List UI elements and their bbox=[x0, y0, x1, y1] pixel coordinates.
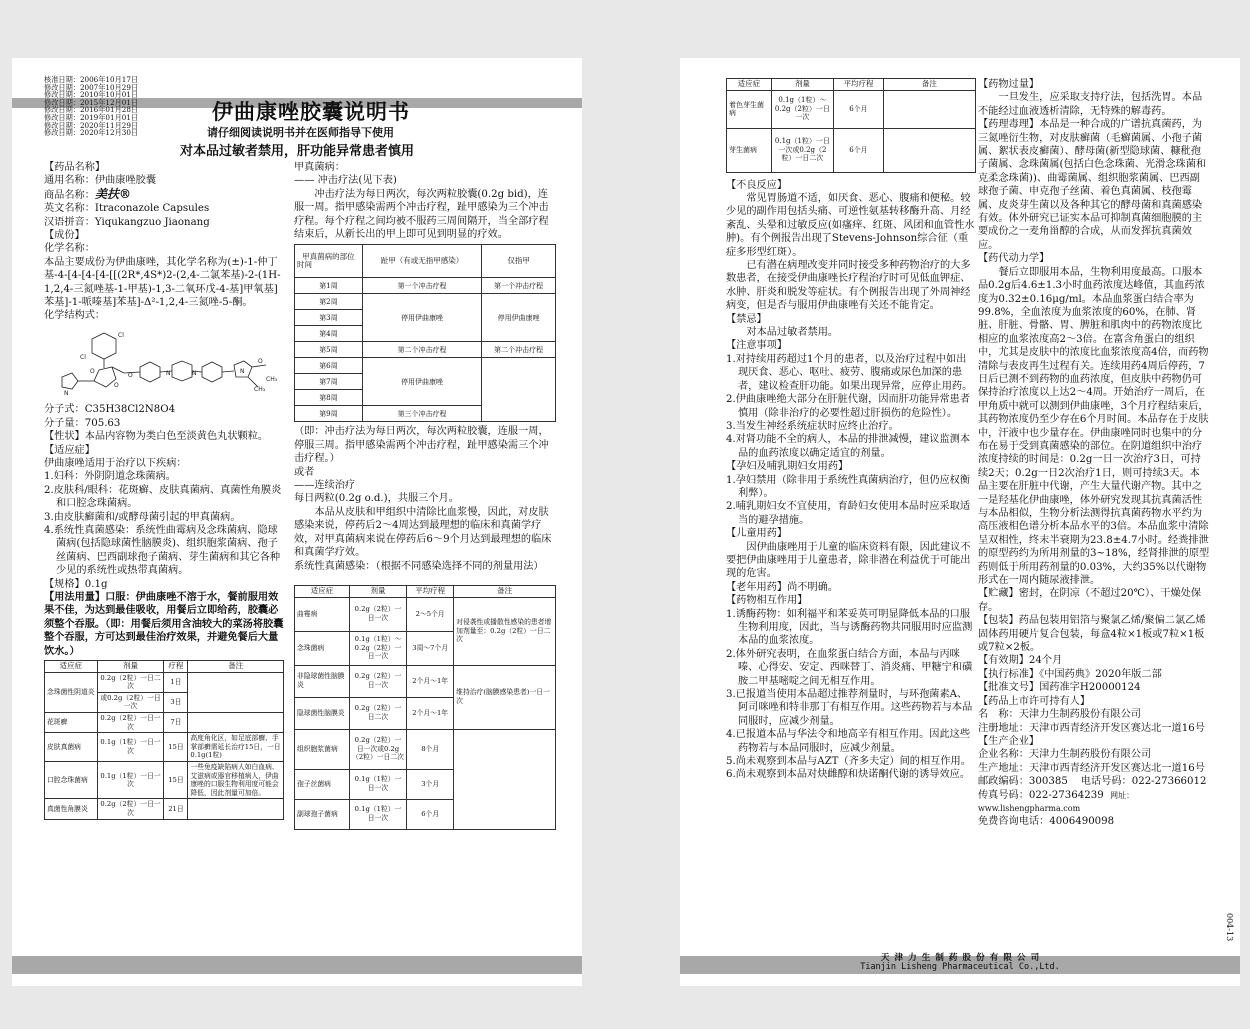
table-header: 仅指甲 bbox=[482, 245, 556, 278]
table-header: 备注 bbox=[883, 79, 975, 91]
table-cell: 维持治疗(脑膜感染患者)一日一次 bbox=[454, 665, 556, 729]
table-cell: 8个月 bbox=[407, 729, 454, 769]
subtitle-instruction: 请仔细阅读说明书并在医师指导下使用 bbox=[207, 126, 394, 139]
section-spec: 【规格】0.1g bbox=[44, 578, 108, 590]
section-pediatric: 【儿童用药】 bbox=[726, 528, 788, 540]
contact-line bbox=[978, 775, 1210, 788]
table-cell: 0.1g（1粒）一日一次 bbox=[349, 769, 406, 799]
indication-item: 3.由皮肤癣菌和/或酵母菌引起的甲真菌病。 bbox=[44, 511, 241, 523]
revision-date: 修改日期：2007年10月29日 bbox=[44, 82, 139, 92]
table-cell: 第一个冲击疗程 bbox=[482, 278, 556, 294]
table-header: 备注 bbox=[454, 585, 556, 597]
table-row bbox=[727, 128, 976, 172]
fax-line bbox=[978, 789, 1210, 816]
table-cell: 芽生菌病 bbox=[727, 128, 772, 172]
table-cell: 或0.2g（2粒）一日一次 bbox=[97, 692, 164, 712]
company-name-cn: 天 津 力 生 制 药 股 份 有 限 公 司 bbox=[880, 953, 1040, 963]
section-usage: 【用法用量】口服：伊曲康唑不溶于水，餐前服用效果不佳，为达到最佳吸收，用餐后立即给药，胶囊必须整个吞服。（即：用餐后须用含油较大的菜汤将胶囊整个吞服，方可达到最佳治疗效果，并避免餐后大量饮水。） bbox=[44, 590, 284, 657]
section-holder: 【药品上市许可持有人】 bbox=[978, 695, 1091, 707]
table-cell: 非隐球菌性脑膜炎 bbox=[295, 665, 350, 697]
table-header: 疗程 bbox=[164, 661, 188, 673]
table-header: 趾甲（有或无指甲感染） bbox=[362, 245, 481, 278]
table-cell: 高度角化区，如足底部癣、手掌部癣需延长治疗15日，一日0.1g(1粒) bbox=[188, 733, 284, 762]
table-cell: 7日 bbox=[164, 712, 188, 732]
table-cell: 6个月 bbox=[407, 799, 454, 829]
table-header-site: 甲真菌病的部位 bbox=[302, 251, 355, 261]
table-cell: 0.2g（2粒）一日一次 bbox=[97, 712, 164, 732]
svg-text:O: O bbox=[114, 381, 119, 389]
revision-date: 修改日期：2020年11月29日 bbox=[44, 120, 139, 130]
interaction-item: 2.体外研究表明，在血浆蛋白结合方面，本品与丙咪嗪、心得安、安定、西咪替丁、消炎痛、甲糖宁和磺胺二甲基嘧啶之间无相互作用。 bbox=[726, 648, 973, 687]
table-row bbox=[295, 294, 556, 310]
hotline: 免费咨询电话：4006490098 bbox=[978, 816, 1115, 828]
molecular-weight: 分子量：705.63 bbox=[44, 417, 121, 429]
revision-date: 修改日期：2010年10月01日 bbox=[44, 90, 139, 100]
right-column-1 bbox=[726, 78, 976, 782]
telephone: 电话号码：022-27366012 bbox=[1080, 776, 1207, 788]
svg-text:N: N bbox=[166, 369, 171, 377]
revision-dates bbox=[44, 76, 138, 137]
section-standard: 【执行标准】《中国药典》2020年版二部 bbox=[978, 668, 1162, 680]
table-row bbox=[295, 278, 556, 294]
table-cell: 停用伊曲康唑 bbox=[362, 294, 481, 342]
table-cell: 念珠菌病 bbox=[295, 631, 350, 665]
svg-text:O: O bbox=[128, 371, 133, 379]
section-precautions: 【注意事项】 bbox=[726, 340, 788, 352]
section-contraindication: 【禁忌】 bbox=[726, 313, 767, 325]
table-cell: 第一个冲击疗程 bbox=[362, 278, 481, 294]
section-drug-name: 【药品名称】 bbox=[44, 162, 106, 173]
table-header: 适应症 bbox=[45, 661, 98, 673]
pulse-therapy-table bbox=[294, 244, 556, 422]
table-cell: 1日 bbox=[164, 672, 188, 692]
section-pharmacokinetics: 【药代动力学】 bbox=[978, 253, 1050, 265]
table-cell: 2个月～1年 bbox=[407, 665, 454, 697]
table-header bbox=[295, 245, 363, 278]
table-cell: 第7周 bbox=[295, 374, 363, 390]
table-cell: 2～5个月 bbox=[407, 597, 454, 631]
table-cell: 第8周 bbox=[295, 390, 363, 406]
table-cell: 6个月 bbox=[834, 128, 884, 172]
section-geriatric: 【老年用药】尚不明确。 bbox=[726, 581, 839, 593]
fax: 传真号码：022-27364239 bbox=[978, 789, 1104, 801]
left-column-1 bbox=[44, 161, 284, 820]
table-header-row bbox=[295, 245, 556, 278]
table-cell: 真菌性角膜炎 bbox=[45, 799, 98, 819]
right-column-2 bbox=[978, 78, 1210, 829]
table-cell bbox=[883, 90, 975, 128]
revision-date: 核准日期：2006年10月17日 bbox=[44, 75, 139, 84]
pulse-therapy-label: —— 冲击疗法(见下表) bbox=[294, 175, 397, 187]
footer-band bbox=[12, 956, 582, 974]
svg-text:O: O bbox=[258, 357, 263, 365]
table-cell: 对侵袭性或播散性感染的患者增加剂量至：0.2g（2粒）一日二次 bbox=[454, 597, 556, 665]
indication-item: 4.系统性真菌感染：系统性曲霉病及念珠菌病、隐球菌病(包括隐球菌性脑膜炎)、组织胞浆菌病、孢子丝菌病、巴西副球孢子菌病、芽生菌病和其它各种少见的系统性或热带真菌病。 bbox=[44, 524, 281, 577]
holder-address: 注册地址：天津市西青经济开发区赛达北一道16号 bbox=[978, 722, 1205, 734]
trade-name-label: 商品名称： bbox=[44, 189, 95, 201]
table-cell: 0.1g（1粒）～0.2g（2粒）一日一次 bbox=[349, 631, 406, 665]
revision-date: 修改日期：2016年01月28日 bbox=[44, 105, 139, 115]
company-footer bbox=[680, 954, 1240, 972]
continuous-therapy-label: ——连续治疗 bbox=[294, 480, 356, 492]
table-cell: 组织胞浆菌病 bbox=[295, 729, 350, 769]
table-row bbox=[727, 90, 976, 128]
table-cell: 0.1g（1粒）一日一次 bbox=[97, 761, 164, 798]
contraindication-text: 对本品过敏者禁用。 bbox=[746, 327, 839, 339]
adverse-text: 已有潜在病理改变并同时接受多种药物治疗的大多数患者，在接受伊曲康唑长疗程治疗时可见低血钾症、水肿、肝炎和脱发等症状。有个例报告出现了外周神经病变，但是否与服用伊曲康唑有关还不能肯定。 bbox=[726, 260, 971, 312]
table-cell: 着色芽生菌病 bbox=[727, 90, 772, 128]
continuous-therapy-para: 本品从皮肤和甲组织中清除比血浆慢，因此，对皮肤感染来说，停药后2～4周达到最理想的临床和真菌学疗效，对甲真菌病来说在停药后6～9个月达到最理想的临床和真菌学疗效。 bbox=[294, 506, 552, 559]
table-cell: 一些免疫缺陷病人如白血病、艾滋病或器官移植病人，伊曲康唑的口服生物利用度可能会降低，因此剂量可加倍。 bbox=[188, 761, 284, 798]
overdose-text: 一旦发生，应采取支持疗法，包括洗胃。本品不能经过血液透析清除，无特殊的解毒药。 bbox=[978, 92, 1203, 117]
table-header: 备注 bbox=[188, 661, 284, 673]
trade-name-line bbox=[44, 188, 284, 202]
table-cell: 21日 bbox=[164, 799, 188, 819]
table-header: 平均疗程 bbox=[834, 79, 884, 91]
section-adverse: 【不良反应】 bbox=[726, 179, 788, 191]
website: 网址：www.lishengpharma.com bbox=[978, 790, 1135, 813]
document-title: 伊曲康唑胶囊说明书 bbox=[212, 99, 410, 124]
table-cell: 副球孢子菌病 bbox=[295, 799, 350, 829]
table-cell: 停用伊曲康唑 bbox=[482, 294, 556, 342]
right-page bbox=[680, 58, 1240, 986]
table-cell: 停用伊曲康唑 bbox=[362, 358, 481, 406]
holder-name: 名 称：天津力生制药股份有限公司 bbox=[978, 709, 1141, 721]
table-cell: 3日 bbox=[164, 692, 188, 712]
svg-text:N: N bbox=[192, 369, 197, 377]
continuous-therapy-text: 每日两粒(0.2g o.d.)，共服三个月。 bbox=[294, 493, 459, 505]
pregnancy-item: 2.哺乳期妇女不宜使用，育龄妇女使用本品时应采取适当的避孕措施。 bbox=[726, 501, 971, 526]
svg-text:CH₃: CH₃ bbox=[266, 375, 278, 383]
table-cell: 0.1g（1粒）～0.2g（2粒）一日一次 bbox=[771, 90, 833, 128]
table-cell: 第5周 bbox=[295, 342, 363, 358]
table-cell: 0.2g（2粒）一日一次 bbox=[349, 665, 406, 697]
table-cell: 0.2g（2粒）一日二次 bbox=[349, 697, 406, 729]
table-cell: 15日 bbox=[164, 761, 188, 798]
pinyin-name: 汉语拼音：Yiqukangzuo Jiaonang bbox=[44, 216, 210, 228]
table-header: 剂量 bbox=[349, 585, 406, 597]
pregnancy-item: 1.孕妇禁用（除非用于系统性真菌病治疗，但仍应权衡利弊）。 bbox=[726, 474, 971, 499]
section-manufacturer: 【生产企业】 bbox=[978, 735, 1040, 747]
table-cell: 0.2g（2粒）一日二次 bbox=[97, 672, 164, 692]
table-cell: 第二个冲击疗程 bbox=[482, 342, 556, 358]
chemical-structure-image bbox=[44, 325, 284, 397]
table-cell: 第9周 bbox=[295, 406, 363, 422]
interaction-item: 6.尚未观察到本品对炔雌醇和炔诺酮代谢的诱导效应。 bbox=[726, 769, 971, 781]
table-cell: 第3周 bbox=[295, 310, 363, 326]
table-cell: 0.1g（1粒）一日一次或0.2g（2粒）一日二次 bbox=[771, 128, 833, 172]
table-row bbox=[45, 712, 284, 732]
subtitle-warning: 对本品过敏者禁用，肝功能异常患者慎用 bbox=[180, 144, 415, 159]
chem-name: 本品主要成份为伊曲康唑，其化学名称为(±)-1-仲丁基-4-[4-[4-[4-[[(2R*,4S*)2-(2,4-二氯苯基)-2-(1H-1,2,4-三氮唑基-1-甲基)-1,3-二氧环戊-4-基]甲氧基]苯基]-1-哌嗪基]苯基]-Δ²-1,2,4-三氮唑-5-酮。 bbox=[44, 256, 281, 309]
adverse-text: 常见胃肠道不适，如厌食、恶心、腹痛和便秘。较少见的副作用包括头痛、可逆性氨基转移酶升高、月经紊乱、头晕和过敏反应(如瘙痒、红斑、风团和血管性水肿)。有个例报告出现了Stevens-Johnson综合征（重症多形型红斑）。 bbox=[726, 193, 975, 258]
table-cell bbox=[188, 712, 284, 732]
company-name-en: Tianjin Lisheng Pharmaceutical Co.,Ltd. bbox=[860, 962, 1060, 972]
table-header-row bbox=[45, 661, 284, 673]
interaction-item: 4.已报道本品与华法令和地高辛有相互作用。因此这些药物若与本品同服时，应减少剂量。 bbox=[726, 729, 971, 754]
interaction-item: 3.已报道当使用本品超过推荐剂量时，与环孢菌素A、阿司咪唑和特非那丁有相互作用。这些药物若与本品同服时，应减少剂量。 bbox=[726, 689, 973, 727]
dosage-table bbox=[44, 660, 284, 820]
revision-date: 修改日期：2019年01月01日 bbox=[44, 112, 139, 122]
table-row bbox=[45, 733, 284, 762]
table-cell: 3周～7个月 bbox=[407, 631, 454, 665]
systemic-infection-label: 系统性真菌感染：（根据不同感染选择不同的剂量用法） bbox=[294, 560, 544, 572]
molecular-formula: 分子式：C35H38Cl2N8O4 bbox=[44, 404, 176, 416]
table-cell: 口腔念珠菌病 bbox=[45, 761, 98, 798]
interaction-item: 1.诱酶药物：如利福平和苯妥英可明显降低本品的口服生物利用度，因此，当与诱酶药物共同服用时应监测本品的血浆浓度。 bbox=[726, 608, 973, 647]
table-cell: 第1周 bbox=[295, 278, 363, 294]
section-interactions: 【药物相互作用】 bbox=[726, 595, 808, 607]
pharmacokinetics-text: 餐后立即服用本品，生物利用度最高。口服本品0.2g后4.6±1.3小时血药浓度达峰值，其血药浓度为0.32±0.16μg/ml。本品血浆蛋白结合率为99.8%，全血浓度为血浆浓度的60%，在肺、肾脏、肝脏、骨骼、胃、脾脏和肌肉中的药物浓度比相应的血浆浓度高2～3倍。在富含角蛋白的组织中，尤其是皮肤中的浓度比血浆浓度高4倍，而药物清除与表皮再生过程有关。连续用药4周后停药，7日后已测不到药物的血药浓度，但皮肤中药物仍可保持治疗浓度以上达2～4周。开始治疗一周后，在甲角质中就可以测到伊曲康唑，3个月疗程结束后，其药物浓度仍至少存在6个月时间。本品存在于皮肤中，汗液中也少量存在。伊曲康唑同时也集中的分布在易于受到真菌感染的部位。在阴道组织中治疗浓度持续的时间是：0.2g一日一次治疗3日，可持续2天；0.2g一日2次治疗1日，则可持续3天。本品主要在肝脏中代谢，产生大量代谢产物。其中之一是羟基化伊曲康唑，体外研究发现其抗真菌活性与本品相似，生物分析法测得抗真菌药物水平约为高压液相色谱分析本品水平的3倍。本品血浆中清除呈双相性，终末半衰期为23.8±4.7小时。经粪排泄的原型药约为所用剂量的3~18%，经肾排泄的原型药则低于所用药剂量的0.03%，大约35%以代谢物形式在一周内随尿液排泄。 bbox=[978, 266, 1210, 587]
table-cell: 第2周 bbox=[295, 294, 363, 310]
svg-text:Cl: Cl bbox=[118, 331, 124, 339]
section-approval: 【批准文号】国药准字H20000124 bbox=[978, 682, 1141, 694]
chem-name-label: 化学名称： bbox=[44, 243, 95, 255]
or-text: 或者 bbox=[294, 466, 315, 478]
svg-text:CH₃: CH₃ bbox=[254, 385, 266, 393]
table-cell: 第二个冲击疗程 bbox=[362, 342, 481, 358]
table-row bbox=[45, 672, 284, 692]
table-row bbox=[295, 729, 556, 769]
systemic-dosage-table-continued bbox=[726, 78, 976, 173]
table-cell bbox=[188, 672, 284, 712]
section-storage: 【贮藏】密封，在阴凉（不超过20℃）、干燥处保存。 bbox=[978, 588, 1202, 613]
table-header: 剂量 bbox=[97, 661, 164, 673]
table-row bbox=[45, 761, 284, 798]
svg-text:Cl: Cl bbox=[80, 353, 86, 361]
precaution-item: 2.伊曲康唑绝大部分在肝脏代谢，因而肝功能异常患者慎用（除非治疗的必要性超过肝损伤的危险性）。 bbox=[726, 394, 971, 419]
table-cell bbox=[482, 358, 556, 422]
section-composition: 【成份】 bbox=[44, 230, 85, 242]
indication-intro: 伊曲康唑适用于治疗以下疾病： bbox=[44, 457, 187, 469]
english-name: 英文名称：Itraconazole Capsules bbox=[44, 203, 210, 215]
postcode: 邮政编码：300385 bbox=[978, 776, 1068, 788]
indication-item: 1.妇科：外阴阴道念珠菌病。 bbox=[44, 471, 176, 483]
table-header: 适应症 bbox=[727, 79, 772, 91]
section-overdose: 【药物过量】 bbox=[978, 79, 1040, 90]
table-cell: 曲霉病 bbox=[295, 597, 350, 631]
table-cell bbox=[883, 128, 975, 172]
pulse-therapy-text: 冲击疗法为每日两次，每次两粒胶囊(0.2g bid)，连服一周。指甲感染需两个冲击疗程，趾甲感染为三个冲击疗程。每个疗程之间均被不服药三周间隔开，当全部疗程结束后，从新长出的甲上即可见到明显的疗效。 bbox=[294, 188, 549, 241]
table-cell bbox=[188, 799, 284, 819]
precaution-item: 3.当发生神经系统症状时应终止治疗。 bbox=[726, 420, 899, 432]
trade-name: 美扶® bbox=[94, 186, 131, 201]
table-cell: 第4周 bbox=[295, 326, 363, 342]
manufacturer-name: 企业名称：天津力生制药股份有限公司 bbox=[978, 749, 1152, 761]
table-cell: 花斑癣 bbox=[45, 712, 98, 732]
section-expiry: 【有效期】24个月 bbox=[978, 655, 1063, 667]
section-package: 【包装】药品包装用铝箔与聚氯乙烯/聚偏二氯乙烯固体药用硬片复合包装，每盒4粒×1板或7粒×1板或7粒×2板。 bbox=[978, 615, 1206, 654]
svg-text:O: O bbox=[90, 367, 95, 375]
table-cell: 第三个冲击疗程 bbox=[362, 406, 481, 422]
table-header: 剂量 bbox=[771, 79, 833, 91]
table-cell: 6个月 bbox=[834, 90, 884, 128]
table-cell: 0.2g（2粒）一日一次 bbox=[349, 597, 406, 631]
revision-date: 修改日期：2015年12月01日 bbox=[44, 97, 139, 107]
pediatric-text: 因伊曲康唑用于儿童的临床资料有限，因此建议不要把伊曲康唑用于儿童患者，除非潜在利益优于可能出现的危害。 bbox=[726, 541, 971, 580]
table-header: 平均疗程 bbox=[407, 585, 454, 597]
precaution-item: 4.对肾功能不全的病人，本品的排泄减慢，建议监测本品的血药浓度以确定适宜的剂量。 bbox=[726, 434, 971, 459]
svg-text:N: N bbox=[240, 367, 245, 375]
table-row bbox=[295, 358, 556, 374]
generic-name: 通用名称：伊曲康唑胶囊 bbox=[44, 175, 157, 187]
section-pregnancy: 【孕妇及哺乳期妇女用药】 bbox=[726, 461, 849, 473]
table-row bbox=[295, 665, 556, 697]
table-cell: 0.1g（1粒）一日一次 bbox=[97, 733, 164, 762]
table-header-row bbox=[295, 585, 556, 597]
systemic-dosage-table bbox=[294, 585, 556, 830]
table-cell: 皮肤真菌病 bbox=[45, 733, 98, 762]
table-cell: 第6周 bbox=[295, 358, 363, 374]
table-cell: 0.1g（1粒）一日一次 bbox=[349, 799, 406, 829]
pulse-therapy-note: （即：冲击疗法为每日两次，每次两粒胶囊，连服一周，停服三周。指甲感染需两个冲击疗程，趾甲感染需三个冲击疗程。） bbox=[294, 426, 549, 465]
left-column-2 bbox=[294, 161, 556, 830]
section-indication: 【适应症】 bbox=[44, 444, 95, 456]
table-header-row bbox=[727, 79, 976, 91]
table-cell: 0.2g（2粒）一日一次 bbox=[97, 799, 164, 819]
document-code: 004-13 bbox=[1225, 913, 1234, 942]
revision-date: 修改日期：2020年12月30日 bbox=[44, 128, 139, 138]
table-header: 适应症 bbox=[295, 585, 350, 597]
table-cell: 念珠菌性阴道炎 bbox=[45, 672, 98, 712]
table-cell: 孢子丝菌病 bbox=[295, 769, 350, 799]
table-cell: 隐球菌性脑膜炎 bbox=[295, 697, 350, 729]
svg-text:N: N bbox=[64, 389, 69, 397]
table-row bbox=[295, 342, 556, 358]
left-page bbox=[12, 58, 582, 986]
onychomycosis-label: 甲真菌病： bbox=[294, 162, 345, 173]
manufacturer-address: 生产地址：天津市西青经济开发区赛达北一道16号 bbox=[978, 762, 1205, 774]
section-pharmacology: 【药理毒理】本品是一种合成的广谱抗真菌药，为三氮唑衍生物，对皮肤癣菌（毛癣菌属、小孢子菌属、絮状表皮癣菌）、酵母菌(新型隐球菌、糠秕孢子菌属、念珠菌属(包括白色念珠菌、光滑念珠菌和克柔念珠菌))、曲霉菌属、组织胞浆菌属、巴西副球孢子菌、申克孢子丝菌、着色真菌属、枝孢霉属、皮炎芽生菌以及各种其它的酵母菌和真菌感染有效。体外研究已证实本品可抑制真菌细胞膜的主要成份之一麦角甾醇的合成，从而发挥抗真菌效应。 bbox=[978, 119, 1207, 251]
table-row bbox=[45, 799, 284, 819]
indication-item: 2.皮肤科/眼科：花斑癣、皮肤真菌病、真菌性角膜炎和口腔念珠菌病。 bbox=[44, 484, 282, 510]
table-cell bbox=[454, 729, 556, 829]
table-row bbox=[295, 597, 556, 631]
structure-label: 化学结构式： bbox=[44, 310, 106, 322]
section-character: 【性状】本品内容物为类白色至淡黄色丸状颗粒。 bbox=[44, 431, 269, 443]
table-cell: 3个月 bbox=[407, 769, 454, 799]
table-cell: 15日 bbox=[164, 733, 188, 762]
table-cell: 0.2g（2粒）一日一次或0.2g（2粒）一日二次 bbox=[349, 729, 406, 769]
table-cell: 2个月～1年 bbox=[407, 697, 454, 729]
precaution-item: 1.对持续用药超过1个月的患者，以及治疗过程中如出现厌食、恶心、呕吐、疲劳、腹痛或尿色加深的患者，建议检查肝功能。如果出现异常，应停止用药。 bbox=[726, 353, 973, 392]
interaction-item: 5.尚未观察到本品与AZT（齐多夫定）间的相互作用。 bbox=[726, 756, 971, 768]
table-header-time: 时间 bbox=[297, 260, 312, 270]
